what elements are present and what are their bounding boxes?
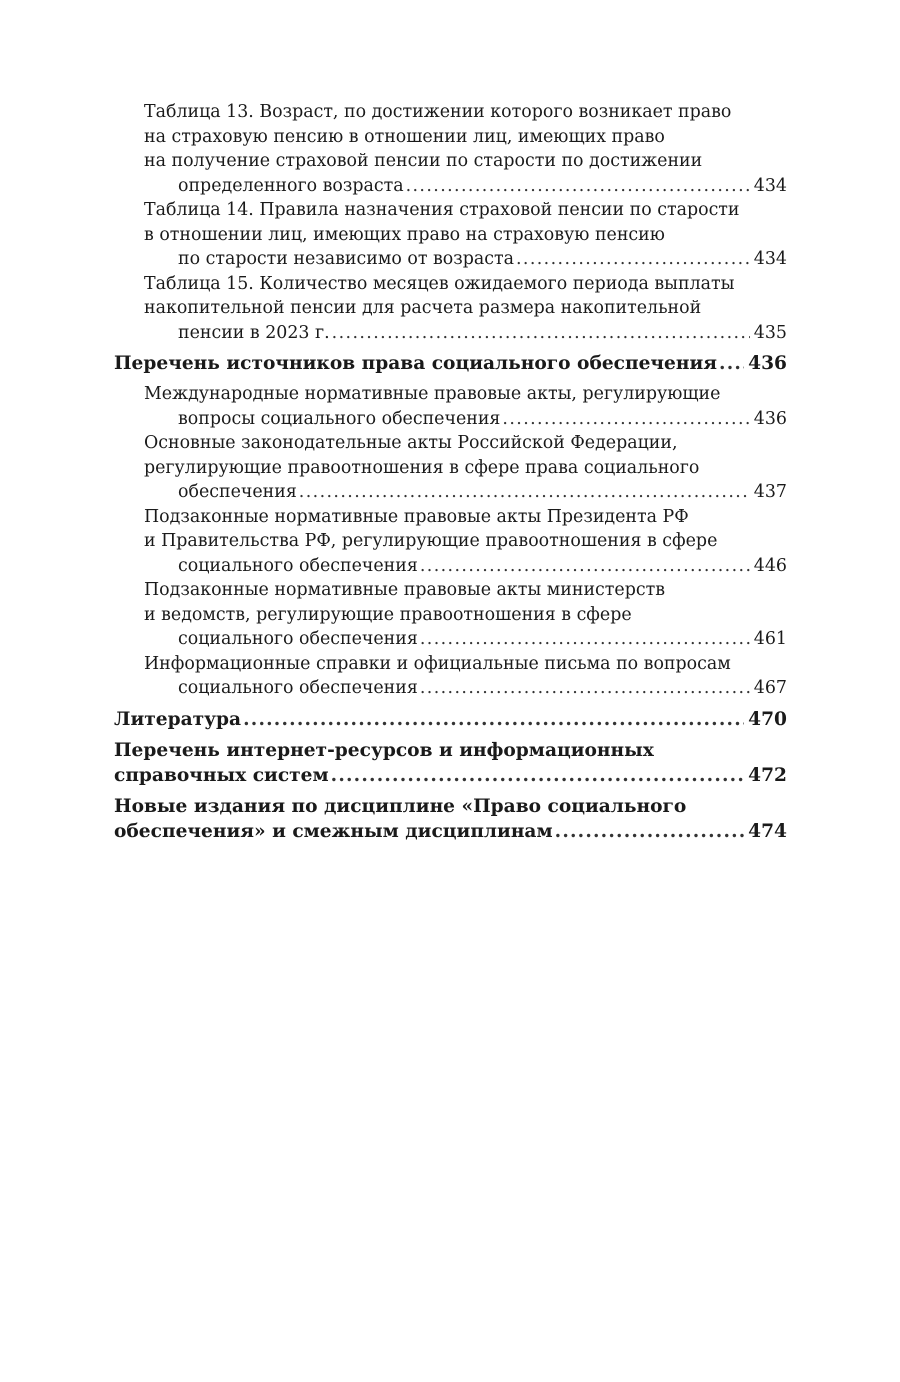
toc-section-title: справочных систем bbox=[114, 764, 329, 786]
toc-entry-line: Таблица 15. Количество месяцев ожидаемого периода выплаты bbox=[144, 273, 735, 294]
toc-page-number: 472 bbox=[748, 764, 787, 786]
toc-entry-last-line bbox=[178, 676, 787, 701]
toc-page-number: 434 bbox=[753, 175, 787, 196]
toc-entry-line: на страховую пенсию в отношении лиц, имеющих право bbox=[144, 126, 665, 147]
toc-entry-line: Основные законодательные акты Российской Федерации, bbox=[144, 433, 678, 453]
toc-entry-line: Подзаконные нормативные правовые акты министерств bbox=[144, 580, 665, 600]
toc-section-literature[interactable] bbox=[114, 707, 787, 732]
toc-entry-last-line bbox=[114, 351, 787, 376]
toc-entry-president-government-acts[interactable] bbox=[114, 505, 787, 579]
toc-entry-international-acts[interactable] bbox=[114, 382, 787, 431]
toc-entry-line: и ведомств, регулирующие правоотношения в сфере bbox=[144, 604, 632, 625]
toc-entry-line: социального обеспечения bbox=[178, 678, 418, 698]
toc-leader-dots bbox=[420, 676, 750, 701]
toc-entry-line: Подзаконные нормативные правовые акты Президента РФ bbox=[144, 506, 689, 527]
toc-entry-last-line bbox=[178, 554, 787, 579]
toc-leader-dots bbox=[420, 627, 750, 652]
toc-entry-line: обеспечения bbox=[178, 482, 297, 502]
toc-leader-dots bbox=[299, 480, 750, 505]
toc-entry-last-line bbox=[114, 707, 787, 732]
toc-page-number: 436 bbox=[753, 408, 787, 429]
toc-leader-dots bbox=[719, 351, 744, 376]
toc-entry-last-line bbox=[178, 174, 787, 199]
toc-entry-line: Информационные справки и официальные письма по вопросам bbox=[144, 653, 731, 674]
toc-entry-last-line bbox=[114, 819, 787, 844]
toc-section-title: Перечень источников права социального обеспечения bbox=[114, 353, 718, 374]
toc-entry-line: по старости независимо от возраста bbox=[178, 249, 514, 269]
toc-entry-last-line bbox=[178, 247, 787, 272]
toc-entry-table-15[interactable] bbox=[114, 272, 787, 346]
toc-entry-table-13[interactable] bbox=[114, 100, 787, 198]
toc-entry-last-line bbox=[178, 480, 787, 505]
toc-entry-line: социального обеспечения bbox=[178, 555, 418, 576]
toc-section-title: Перечень интернет-ресурсов и информационных bbox=[114, 739, 654, 761]
toc-section-internet-resources[interactable] bbox=[114, 738, 787, 788]
toc-entry-line: вопросы социального обеспечения bbox=[178, 408, 501, 429]
toc-entry-line: регулирующие правоотношения в сфере права социального bbox=[144, 457, 700, 478]
toc-entry-info-letters[interactable] bbox=[114, 652, 787, 701]
toc-page-number: 437 bbox=[753, 482, 787, 502]
toc-entry-line: определенного возраста bbox=[178, 175, 404, 196]
toc-page-number: 446 bbox=[753, 555, 787, 576]
toc-entry-line: Международные нормативные правовые акты, регулирующие bbox=[144, 384, 721, 404]
toc-entry-line: Таблица 13. Возраст, по достижении которого возникает право bbox=[144, 102, 732, 122]
toc-entry-ministry-acts[interactable] bbox=[114, 578, 787, 652]
toc-entry-line: социального обеспечения bbox=[178, 629, 418, 649]
toc-leader-dots bbox=[406, 174, 750, 199]
toc-page-number: 474 bbox=[748, 820, 787, 842]
toc-leader-dots bbox=[332, 321, 750, 346]
table-of-contents bbox=[114, 100, 787, 850]
toc-entry-line: в отношении лиц, имеющих право на страховую пенсию bbox=[144, 224, 665, 245]
toc-entry-line: Таблица 14. Правила назначения страховой пенсии по старости bbox=[144, 200, 740, 220]
toc-leader-dots bbox=[420, 554, 750, 579]
toc-entry-line: и Правительства РФ, регулирующие правоотношения в сфере bbox=[144, 531, 718, 551]
toc-entry-table-14[interactable] bbox=[114, 198, 787, 272]
toc-page-number: 461 bbox=[753, 629, 787, 649]
toc-page-number: 435 bbox=[753, 322, 787, 343]
toc-entry-last-line bbox=[178, 627, 787, 652]
toc-section-title: Новые издания по дисциплине «Право социального bbox=[114, 795, 687, 817]
toc-entry-last-line bbox=[178, 407, 787, 432]
toc-section-new-publications[interactable] bbox=[114, 794, 787, 844]
toc-page-number: 436 bbox=[748, 353, 787, 374]
toc-entry-last-line bbox=[178, 321, 787, 346]
toc-entry-last-line bbox=[114, 763, 787, 788]
toc-page-number: 470 bbox=[748, 708, 787, 730]
toc-page-number: 467 bbox=[753, 678, 787, 698]
toc-leader-dots bbox=[502, 407, 749, 432]
toc-section-title: обеспечения» и смежным дисциплинам bbox=[114, 820, 553, 842]
toc-page-number: 434 bbox=[753, 249, 787, 269]
toc-entry-line: накопительной пенсии для расчета размера накопительной bbox=[144, 298, 702, 318]
toc-leader-dots bbox=[331, 763, 745, 788]
toc-leader-dots bbox=[555, 819, 745, 844]
toc-leader-dots bbox=[243, 707, 744, 732]
toc-section-title: Литература bbox=[114, 708, 242, 730]
toc-entry-line: пенсии в 2023 г. bbox=[178, 322, 330, 343]
toc-entry-line: на получение страховой пенсии по старости по достижении bbox=[144, 151, 703, 171]
toc-entry-federal-laws[interactable] bbox=[114, 431, 787, 505]
toc-section-sources[interactable] bbox=[114, 351, 787, 376]
toc-leader-dots bbox=[516, 247, 750, 272]
